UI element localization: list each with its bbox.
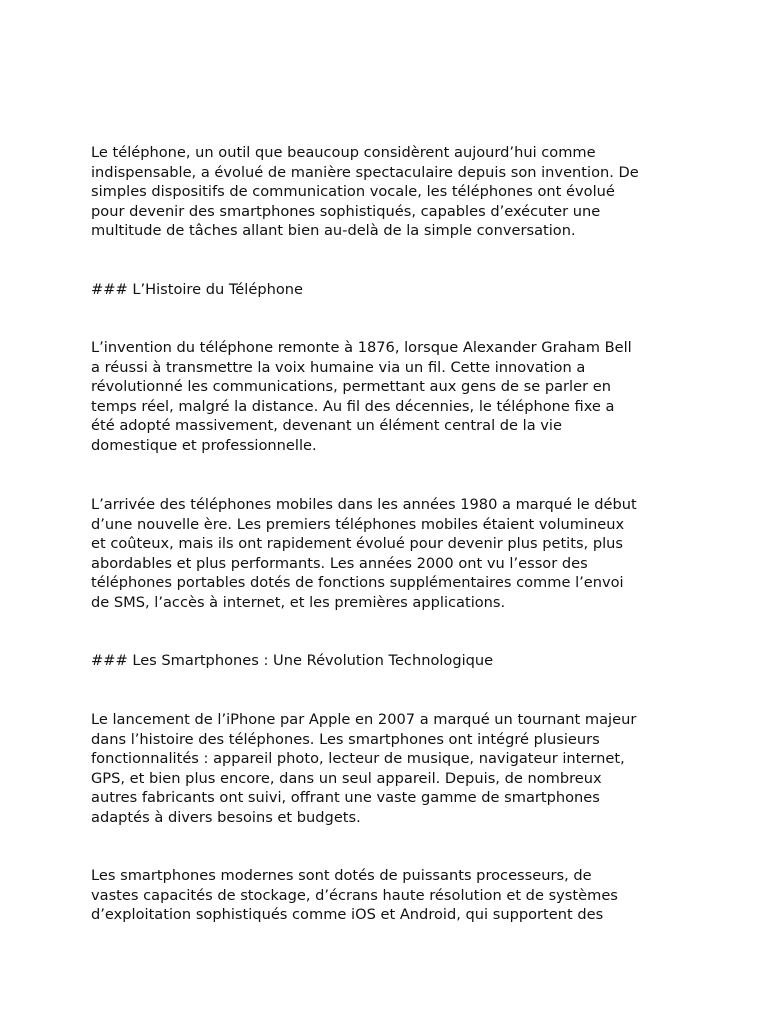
text-line: L’invention du téléphone remonte à 1876, lorsque Alexander Graham Bell bbox=[91, 339, 632, 356]
text-line: Le téléphone, un outil que beaucoup considèrent aujourd’hui comme bbox=[91, 144, 596, 161]
history-paragraph-1 bbox=[91, 338, 681, 456]
text-line: Les smartphones modernes sont dotés de puissants processeurs, de bbox=[91, 867, 592, 884]
text-line: été adopté massivement, devenant un élément central de la vie bbox=[91, 417, 562, 435]
text-line: téléphones portables dotés de fonctions supplémentaires comme l’envoi bbox=[91, 574, 624, 592]
text-line: vastes capacités de stockage, d’écrans haute résolution et de systèmes bbox=[91, 886, 618, 904]
text-line: adaptés à divers besoins et budgets. bbox=[91, 808, 361, 826]
smartphones-paragraph-2 bbox=[91, 866, 681, 925]
smartphones-paragraph-1 bbox=[91, 710, 681, 828]
text-line: abordables et plus performants. Les années 2000 ont vu l’essor des bbox=[91, 554, 588, 572]
text-line: pour devenir des smartphones sophistiqués, capables d’exécuter une bbox=[91, 202, 601, 220]
text-line: de SMS, l’accès à internet, et les premières applications. bbox=[91, 593, 506, 611]
text-line: simples dispositifs de communication vocale, les téléphones ont évolué bbox=[91, 183, 615, 201]
text-line: L’arrivée des téléphones mobiles dans les années 1980 a marqué le début bbox=[91, 496, 637, 513]
text-line: et coûteux, mais ils ont rapidement évolué pour devenir plus petits, plus bbox=[91, 535, 624, 553]
text-line: multitude de tâches allant bien au-delà de la simple conversation. bbox=[91, 222, 576, 240]
text-line: d’une nouvelle ère. Les premiers téléphones mobiles étaient volumineux bbox=[91, 515, 625, 533]
text-line: révolutionné les communications, permettant aux gens de se parler en bbox=[91, 378, 611, 396]
text-line: d’exploitation sophistiqués comme iOS et Android, qui supportent des bbox=[91, 906, 604, 924]
text-line: GPS, et bien plus encore, dans un seul appareil. Depuis, de nombreux bbox=[91, 769, 602, 787]
text-line: temps réel, malgré la distance. Au fil des décennies, le téléphone fixe a bbox=[91, 397, 615, 415]
section-heading-smartphones: ### Les Smartphones : Une Révolution Technologique bbox=[91, 652, 494, 669]
text-line: dans l’histoire des téléphones. Les smartphones ont intégré plusieurs bbox=[91, 730, 600, 748]
section-heading-history: ### L’Histoire du Téléphone bbox=[91, 281, 303, 298]
text-line: Le lancement de l’iPhone par Apple en 2007 a marqué un tournant majeur bbox=[91, 711, 637, 728]
text-line: autres fabricants ont suivi, offrant une vaste gamme de smartphones bbox=[91, 789, 600, 807]
text-line: fonctionnalités : appareil photo, lecteur de musique, navigateur internet, bbox=[91, 750, 625, 768]
text-line: indispensable, a évolué de manière spectaculaire depuis son invention. De bbox=[91, 163, 639, 181]
text-line: domestique et professionnelle. bbox=[91, 436, 317, 454]
intro-paragraph bbox=[91, 143, 681, 241]
text-line: a réussi à transmettre la voix humaine via un fil. Cette innovation a bbox=[91, 358, 586, 376]
history-paragraph-2 bbox=[91, 495, 681, 613]
